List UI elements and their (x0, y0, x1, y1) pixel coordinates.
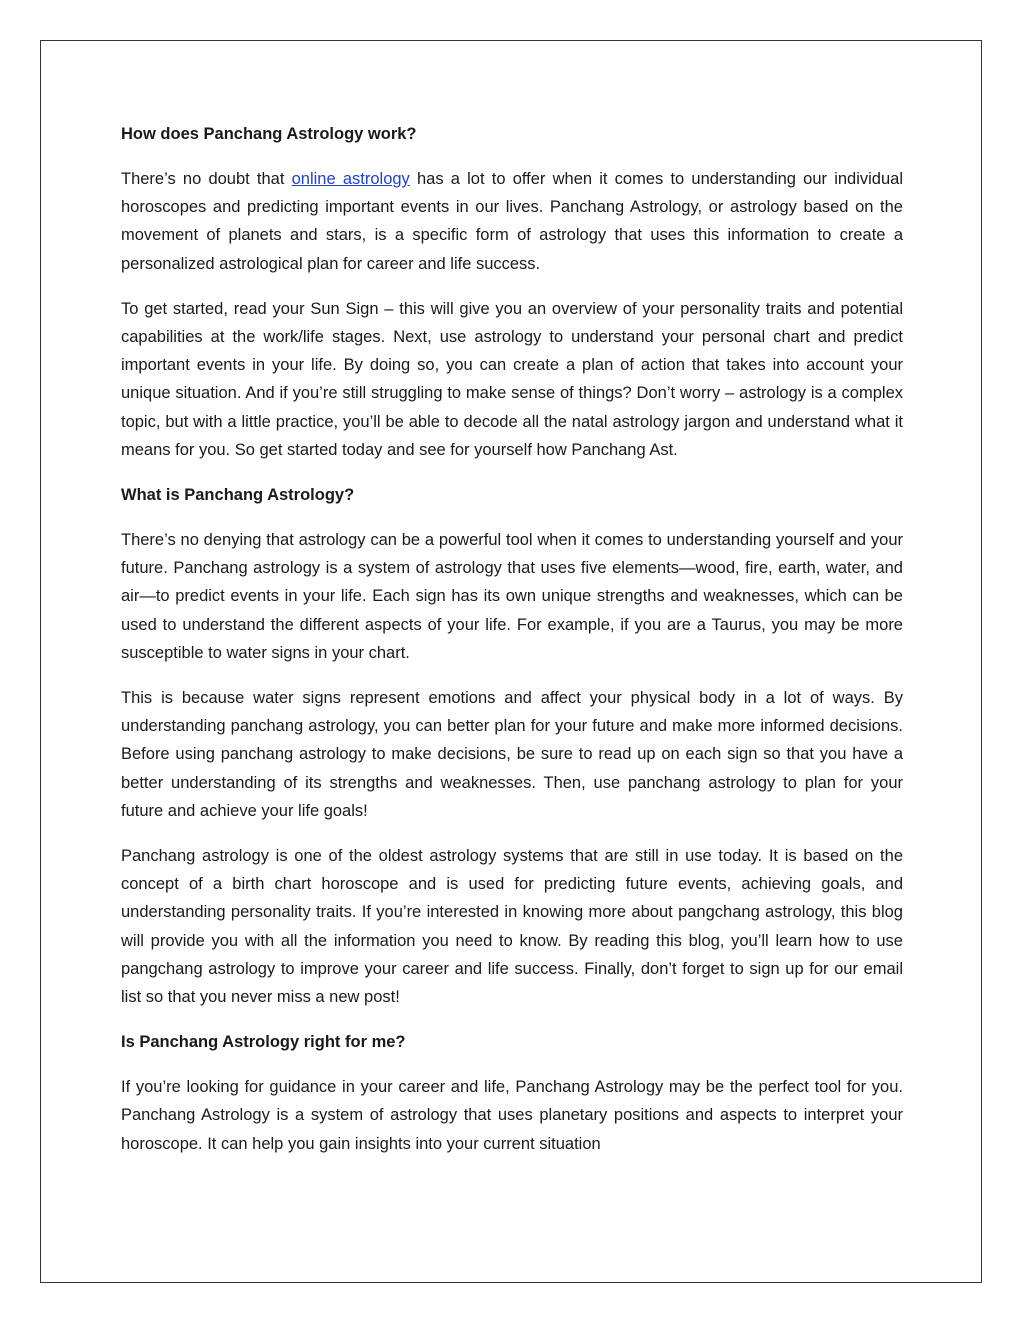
document-body (121, 120, 903, 1200)
paragraph: If you’re looking for guidance in your career and life, Panchang Astrology may be the perfect tool for you. Panchang Astrology is a system of astrology that uses planetary positions and aspects to interpret your horoscope. It can help you gain insights into your current situation (121, 1078, 903, 1153)
section-heading-what-is: What is Panchang Astrology? (121, 486, 355, 505)
online-astrology-link[interactable]: online astrology (291, 170, 410, 188)
section-heading-right-for-me: Is Panchang Astrology right for me? (121, 1033, 406, 1052)
paragraph: There’s no denying that astrology can be a powerful tool when it comes to understanding yourself and your future. Panchang astrology is a system of astrology that uses five elements—wood, fire, earth, water, and air—to predict events in your life. Each sign has its own unique strengths and weaknesses, which can be used to understand the different aspects of your life. For example, if you are a Taurus, you may be more susceptible to water signs in your chart. (121, 531, 903, 662)
paragraph: Panchang astrology is one of the oldest astrology systems that are still in use today. It is based on the concept of a birth chart horoscope and is used for predicting future events, achieving goals, and understanding personality traits. If you’re interested in knowing more about pangchang astrology, this blog will provide you with all the information you need to know. By reading this blog, you’ll learn how to use pangchang astrology to improve your career and life success. Finally, don’t forget to sign up for our email list so that you never miss a new post! (121, 847, 903, 1007)
paragraph-text: There’s no doubt that (121, 170, 292, 188)
paragraph-text: has a lot to offer when it comes to understanding our individual horoscopes and predicting important events in our lives. Panchang Astrology, or astrology based on the movement of planets and stars, is a specific form of astrology that uses this information to create a personalized astrological plan for career and life success. (121, 170, 903, 273)
paragraph: To get started, read your Sun Sign – this will give you an overview of your personality traits and potential capabilities at the work/life stages. Next, use astrology to understand your personal chart and predict important events in your life. By doing so, you can create a plan of action that takes into account your unique situation. And if you’re still struggling to make sense of things? Don’t worry – astrology is a complex topic, but with a little practice, you’ll be able to decode all the natal astrology jargon and understand what it means for you. So get started today and see for yourself how Panchang Ast. (121, 299, 903, 459)
paragraph: This is because water signs represent emotions and affect your physical body in a lot of ways. By understanding panchang astrology, you can better plan for your future and make more informed decisions. Before using panchang astrology to make decisions, be sure to read up on each sign so that you have a better understanding of its strengths and weaknesses. Then, use panchang astrology to plan for your future and achieve your life goals! (121, 689, 903, 820)
section-heading-how-it-works: How does Panchang Astrology work? (121, 125, 417, 143)
paragraph (121, 165, 903, 278)
